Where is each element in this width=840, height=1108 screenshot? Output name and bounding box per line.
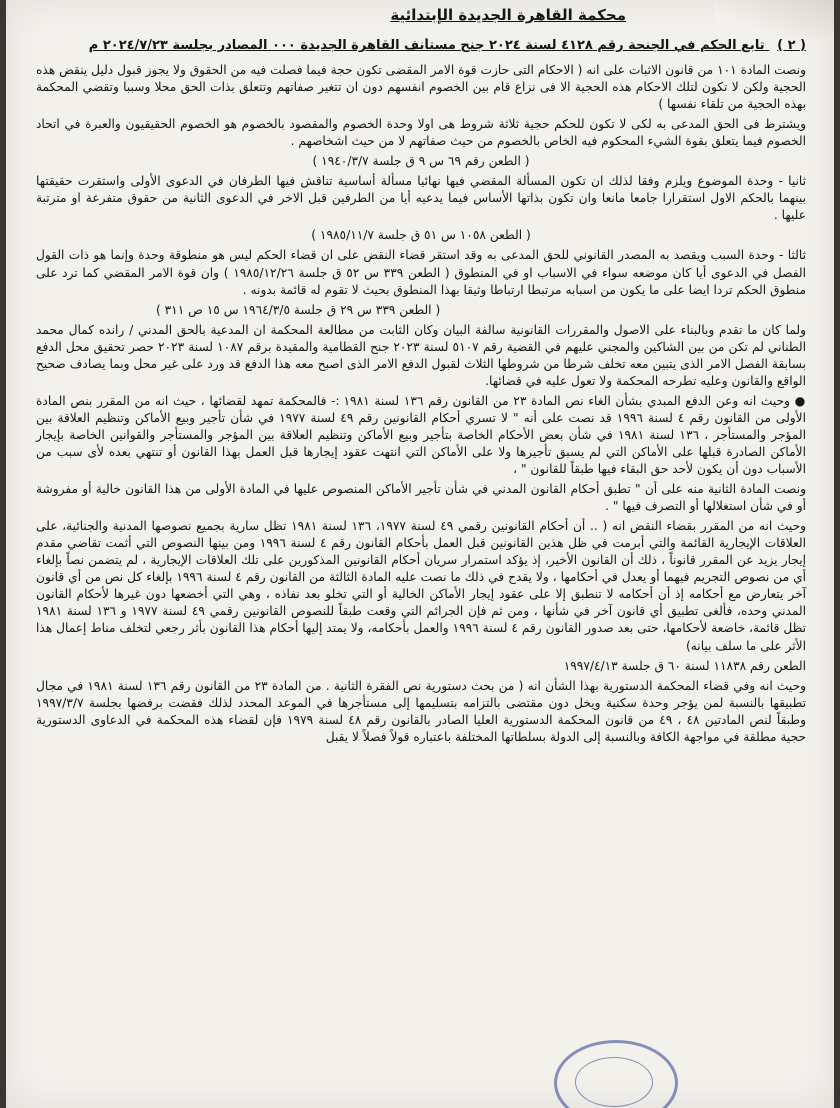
- page-content: [36, 0, 806, 1108]
- case-caption: [36, 38, 806, 53]
- paragraph-unity-of-cause: ثالثا - وحدة السبب ويقصد به المصدر القانوني للحق المدعى به وقد استقر قضاء النقض على ان قضاء الحكم ليس هو منطوقة وحدة وإنما هو ذات القول الفصل في الدعوى أيا كان موضعه سواء في الاسباب او في المنطوق ( الطعن ٣٣٩ س ٥٢ ق جلسة ١٩٨٥/١٢/٢٦ ) وان قوة الامر المقضي كما ترد على منطوق الحكم تردا ايضا على ما يكون من اسبابه مرتبطا ارتباطا وثيقا بهذا المنطوق بحيث لا تقوم له قائمة بدونه .: [36, 248, 806, 297]
- case-caption-text: تابع الحكم في الجنحة رقم ٤١٢٨ لسنة ٢٠٢٤ جنح مستأنف القاهرة الجديدة ٠٠٠ المصادر بجلسة ٢٠٢٤/٧/٢٣ م: [88, 38, 765, 53]
- citation-appeal-69: ( الطعن رقم ٦٩ س ٩ ق جلسة ١٩٤٠/٣/٧ ): [312, 154, 530, 169]
- paragraph-conditions-parties: ويشترط فى الحق المدعى به لكى لا تكون للحكم حجية ثلاثة شروط هى اولا وحدة الخصوم والمقصود بالخصوم هو الخصوم الحقيقيون والعبرة في اتحاد الخصوم فيما يتعلق بقوة الشيء المحكوم فيه الخاص بالخصوم من حيث صفاتهم لا من حيث اشخاصهم .: [36, 117, 806, 149]
- paragraph-application: ولما كان ما تقدم وبالبناء على الاصول والمقررات القانونية سالفة البيان وكان الثابت من مطالعة المحكمة ان المدعية بالحق المدني / رانده كمال محمد الطناني لم تكن من بين الشاكين والمجني عليهم في القضية رقم ٥١٠٧ لسنة ٢٠٢٣ جنح القطامية والمقيدة برقم ١٠٨٧ لسنة ٢٠٢٣ حصر تحقيق محل الدفع بسابقة الفصل الامر الذى يتبين معه تخلف شرطا من شروطها الثلاث لقبول الدفع الامر الذى اصبح معه هذا الدفع قد ورد على غير محل وبما يصادف صحيح الواقع والقانون وعليه تطرحه المحكمة ولا تعول عليه في قضائها.: [36, 322, 807, 388]
- page-number: ( ٢ ): [777, 38, 806, 53]
- paragraph-article-two: ونصت المادة الثانية منه على أن " تطبق أحكام القانون المدني في شأن تأجير الأماكن المنصوص عليها في المادة الأولى من هذا القانون خالية أو مفروشة أو في شأن استغلالها أو التصرف فيها " .: [36, 482, 806, 514]
- paragraph-constitutional-court: وحيث انه وفي قضاء المحكمة الدستورية بهذا الشأن انه ( من بحث دستورية نص الفقرة الثانية . من المادة ٢٣ من القانون رقم ١٣٦ لسنة ١٩٨١ في مجال تطبيقها بالنسبة لمن يؤجر وحدة سكنية ويخل دون مقتضى بالتزامه بتسليمها إلى مستأجرها في الموعد المحدد لذلك فقضت برفضها بجلسة ١٩٩٧/٣/٧ وطبقاً لنص المادتين ٤٨ ، ٤٩ من قانون المحكمة الدستورية العليا الصادر بالقانون رقم ٤٨ لسنة ١٩٧٩ فإن لقضاء هذه المحكمة في الدعاوى الدستورية حجية مطلقة في مواجهة الكافة وبالنسبة إلى الدولة بسلطاتها المختلفة باعتباره قولاً فصلاً لا يقبل: [36, 678, 806, 744]
- citation-appeal-11838: الطعن رقم ١١٨٣٨ لسنة ٦٠ ق جلسة ١٩٩٧/٤/١٣: [563, 658, 806, 673]
- document-page: [6, 0, 834, 1108]
- court-name: محكمة القاهرة الجديدة الإبتدائية: [390, 6, 626, 24]
- paragraph-defense-article-23: ● وحيث انه وعن الدفع المبدي بشأن الغاء نص المادة ٢٣ من القانون رقم ١٣٦ لسنة ١٩٨١ :- فالمحكمة تمهد لقضائها ، حيث انه من المقرر بنص المادة الأولى من القانون رقم ٤ لسنة ١٩٩٦ قد نصت على أنه " لا تسري أحكام القانونين رقم ٤٩ لسنة ١٩٧٧ في شأن تأجير وبيع الأماكن وتنظيم العلاقة بين المؤجر والمستأجر ، ١٣٦ لسنة ١٩٨١ في شأن بعض الأحكام الخاصة بتأجير وبيع الأماكن وتنظيم العلاقة بين المؤجر والمستأجر والقوانين الخاصة بإيجار الأماكن الصادرة قبلها على الأماكن التي لم يسبق تأجيرها ولا على الأماكن التي انتهت عقود إيجارها قبل العمل بهذا القانون أو تنتهي بعده لأى سبب من الأسباب دون أن يكون لأحد حق البقاء فيها طبقاً للقانون " ،: [36, 393, 807, 477]
- citation-appeal-1058: ( الطعن ١٠٥٨ س ٥١ ق جلسة ١٩٨٥/١١/٧ ): [311, 228, 531, 243]
- ruling-body: [36, 62, 806, 749]
- citation-appeal-339: ( الطعن ٣٣٩ س ٢٩ ق جلسة ١٩٦٤/٣/٥ س ١٥ ص ٣١١ ): [156, 302, 441, 317]
- paragraph-unity-of-subject: ثانيا - وحدة الموضوع ويلزم وفقا لذلك ان تكون المسألة المقضي فيها نهائيا مسألة أساسية تناقش فيها الطرفان في الدعوى الأولى واستقرت حقيقتها بينهما بالحكم الاول استقرارا جامعا مانعا وان تكون بذاتها الأساس فيما يدعيه أيا من الطرفين قبل الاخر في الدعوى الثانية من حقوق متفرعة او مترتبة عليها .: [36, 174, 806, 223]
- paragraph-cassation-ruling: وحيث انه من المقرر بقضاء النقض انه ( .. أن أحكام القانونين رقمي ٤٩ لسنة ١٩٧٧، ١٣٦ لسنة ١٩٨١ تظل سارية بجميع نصوصها المدنية والجنائية، على العلاقات الإيجارية القائمة والتي أبرمت في ظل هذين القانونين قبل العمل بأحكام القانون رقم ٤ لسنة ١٩٩٦ ومن بينها النصوص التي أثمت تقاضي مقدم إيجار يزيد عن المقرر قانوناً ، ذلك أن القانون الأخير، إذ يؤكد استمرار سريان أحكام القانونين المذكورين على تلك العلاقات الإيجارية ، لم يتضمن نصاً بإلغاء أي من نصوص التجريم فيهما أو يعدل في أحكامها ، ولا يقدح في ذلك ما نصت عليه المادة الثالثة من القانون رقم ٤ لسنة ١٩٩٦ بإلغاء كل نص من أي قانون آخر يتعارض مع أحكامه إذ أن أحكامه لا تنطبق إلا على عقود إيجار الأماكن الخالية أو التي تخلو بعد نفاذه ، وهي التي أخضعها دون غيرها لأحكام القانون المدني وحده، فألغى تطبيق أي قانون آخر في شأنها ، ومن ثم فإن الجرائم التي وقعت طبقاً للنصوص القانونين رقمي ٤٩ لسنة ١٩٧٧ و ١٣٦ لسنة ١٩٨١ تظل قائمة، خاضعة لأحكامها، حتى بعد صدور القانون رقم ٤ لسنة ١٩٩٦ والعمل بأحكامه، ولا يمتد إليها أحكام هذا القانون بأثر رجعي لتخلف مناط إعمال هذا الأثر على ما سلف بيانه): [36, 519, 807, 653]
- paragraph-evidence-law: ونصت المادة ١٠١ من قانون الاثبات على انه ( الاحكام التى حازت قوة الامر المقضى تكون حجة فيما فصلت فيه من الحقوق ولا يجوز قبول دليل ينقض هذه الحجية ولكن لا تكون لتلك الاحكام هذه الحجية الا فى نزاع قام بين الخصوم انفسهم دون ان تتغير صفاتهم وتتعلق بذات الحق محلا وسببا وتقضي المحكمة بهذه الحجية من تلقاء نفسها ): [36, 63, 806, 112]
